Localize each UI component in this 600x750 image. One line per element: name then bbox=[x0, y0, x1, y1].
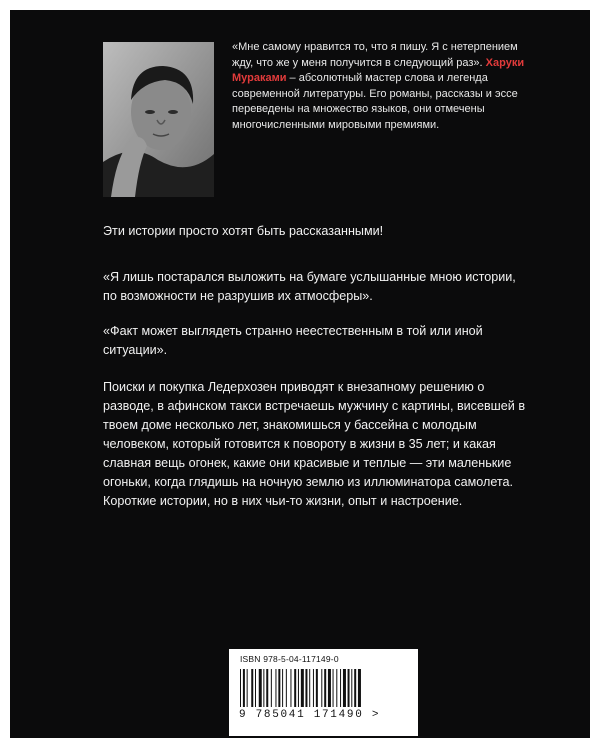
quote-paragraph-2: «Факт может выглядеть странно неестественным в той или иной ситуации». bbox=[103, 324, 483, 357]
barcode-bars bbox=[238, 669, 410, 709]
back-cover bbox=[10, 10, 590, 738]
author-photo bbox=[103, 42, 214, 197]
isbn-label: ISBN 978-5-04-117149-0 bbox=[240, 654, 339, 664]
description-paragraph: Поиски и покупка Ледерхозен приводят к внезапному решению о разводе, в афинском такси встречаешь мужчину с картины, висевшей в твоем доме несколько лет, знакомишься у бассейна с молодым человеком, который готовится к повороту в жизни в 35 лет; и какая славная вещь огонек, какие они красивые и теплые — эти маленькие огоньки, когда глядишь на ночную землю из иллюминатора самолета. Короткие истории, но в них чьи-то жизни, опыт и настроение. bbox=[103, 380, 526, 508]
barcode-digits: 9 785041 171490 > bbox=[239, 709, 381, 721]
author-bio bbox=[232, 40, 532, 133]
tagline: Эти истории просто хотят быть рассказанными! bbox=[103, 224, 384, 238]
quote-paragraph-1: «Я лишь постарался выложить на бумаге услышанные мною истории, по возможности не разрушив их атмосферы». bbox=[103, 270, 516, 303]
author-quote: «Мне самому нравится то, что я пишу. Я с нетерпением жду, что же у меня получится в следующий раз». bbox=[232, 41, 518, 69]
author-name: Харуки Мураками bbox=[232, 56, 525, 84]
author-description: – абсолютный мастер слова и легенда современной литературы. Его романы, рассказы и эссе переведены на множество языков, они отмечены многочисленными мировыми премиями. bbox=[232, 72, 518, 131]
barcode-box bbox=[229, 649, 418, 736]
